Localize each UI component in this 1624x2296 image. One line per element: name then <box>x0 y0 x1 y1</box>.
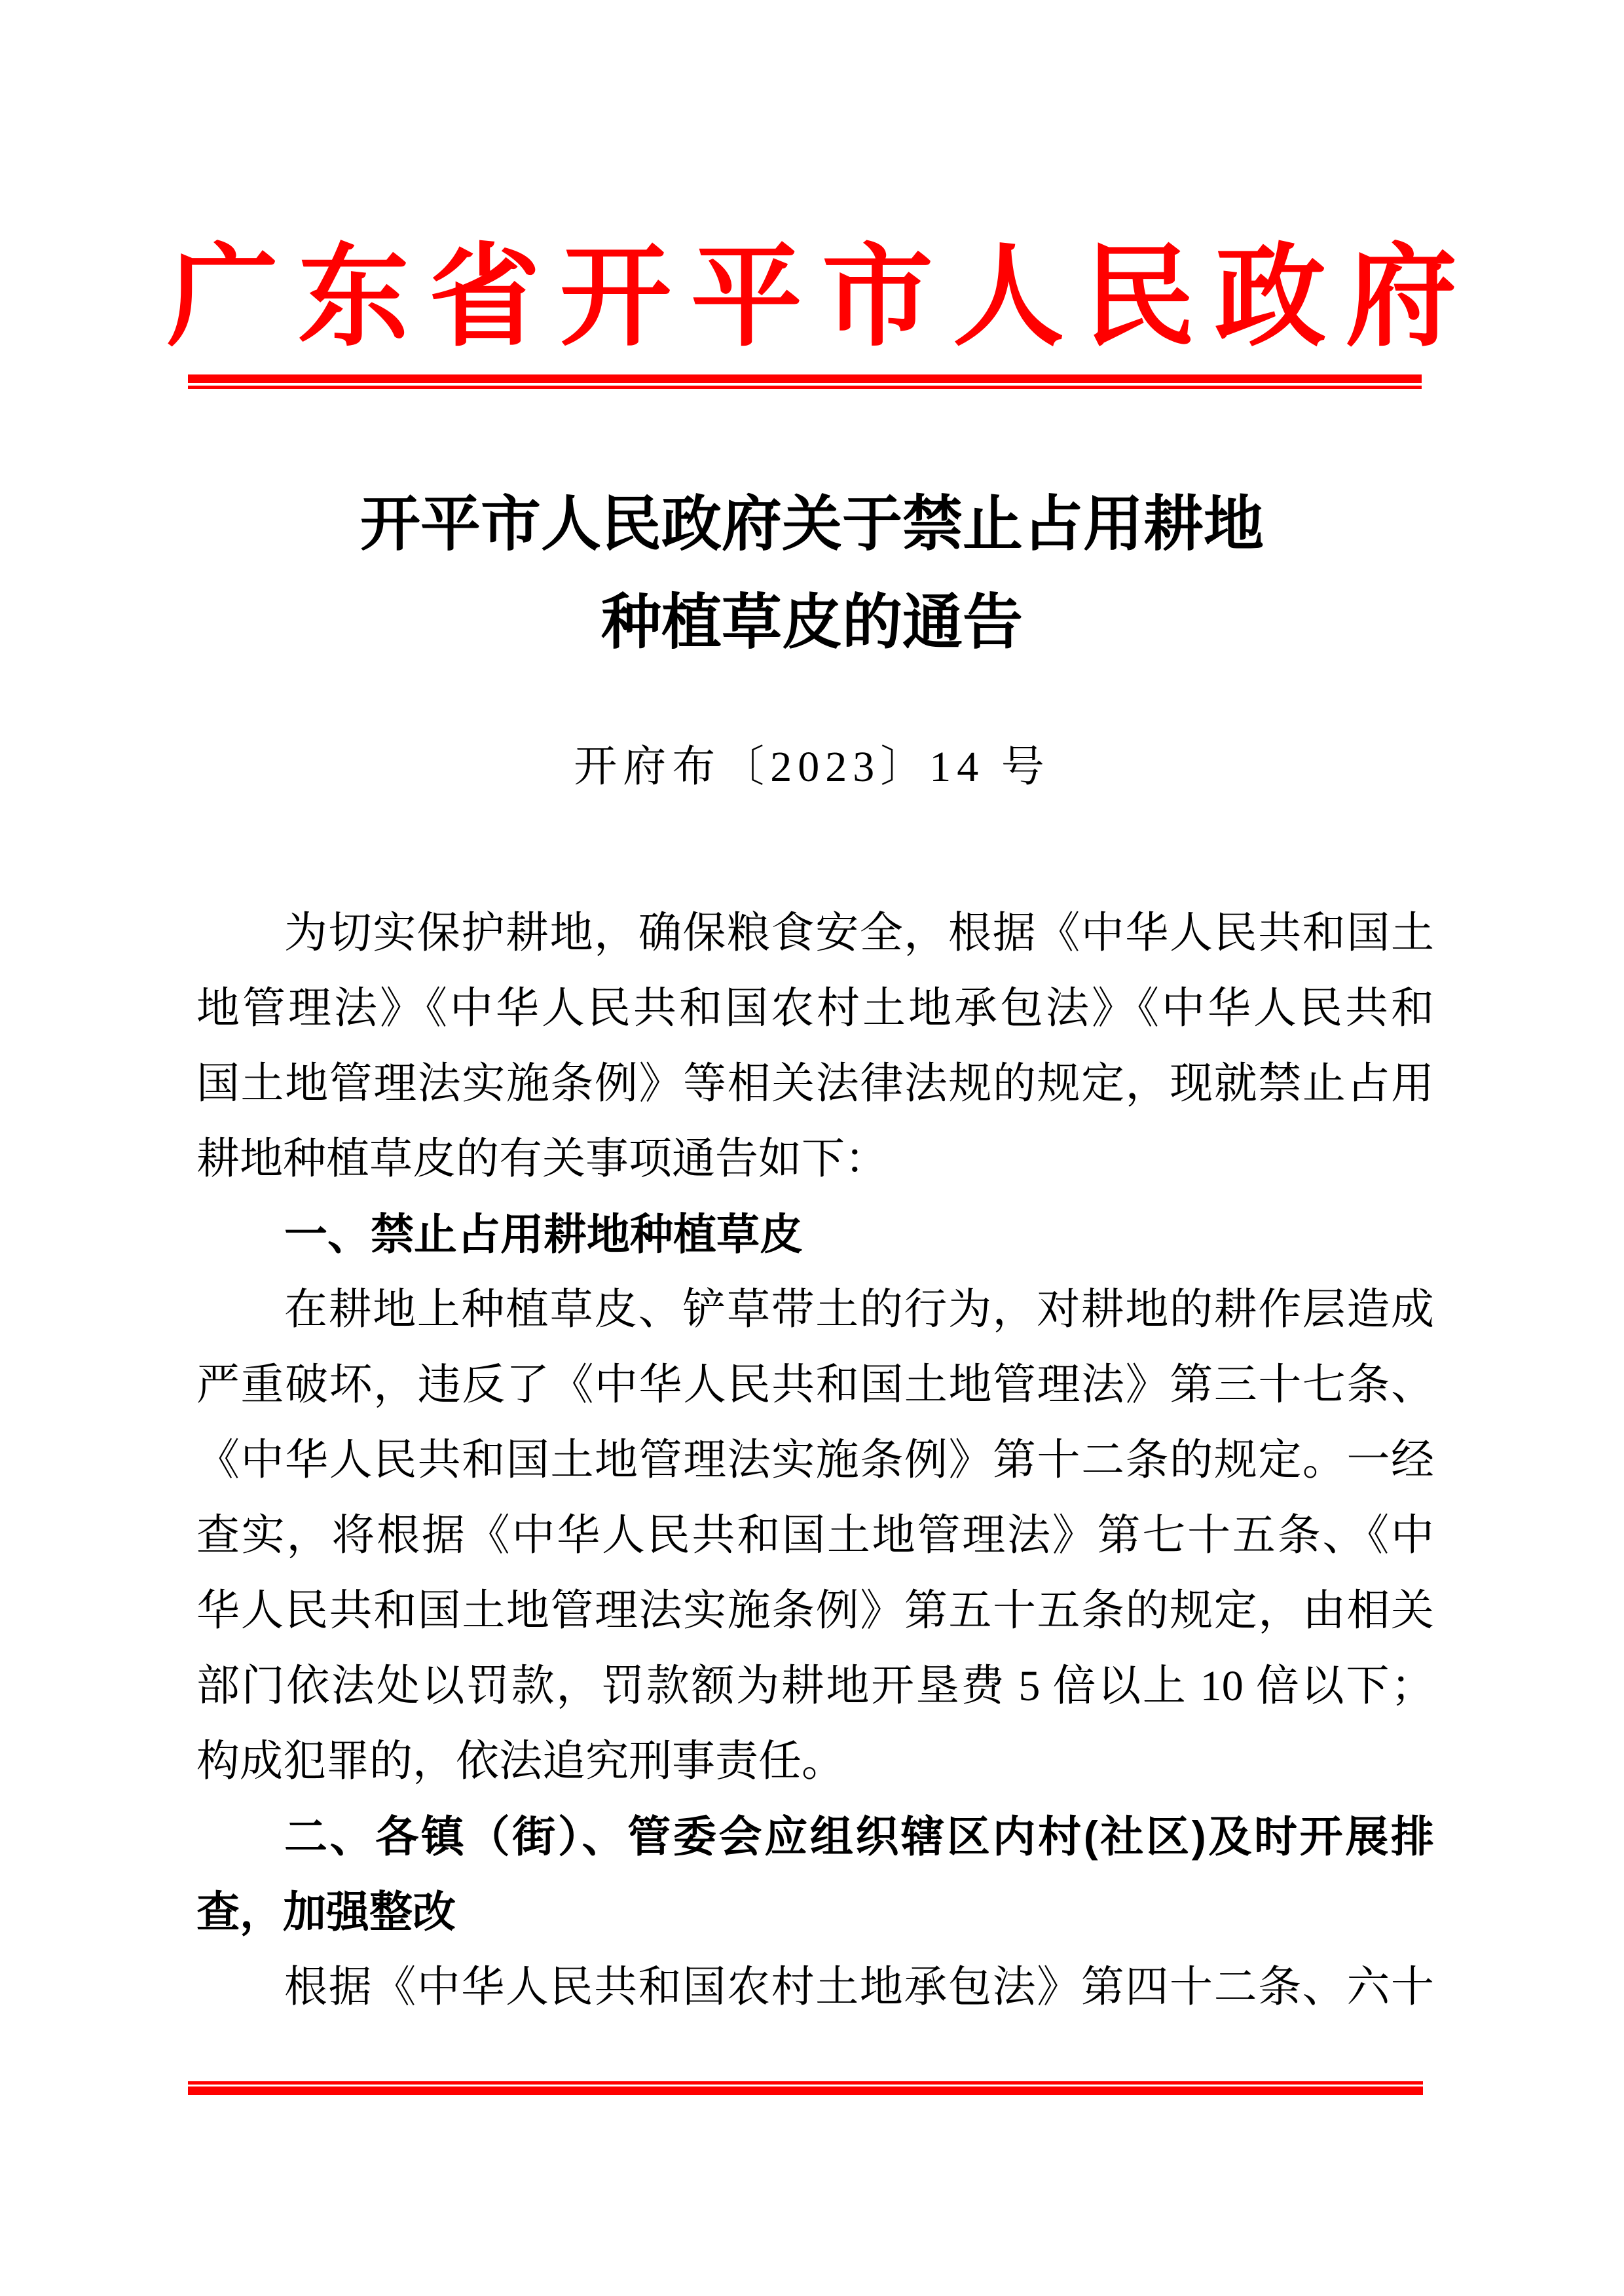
body-line: 部门依法处以罚款，罚款额为耕地开垦费 5 倍以上 10 倍以下； <box>196 1662 1434 1710</box>
document-title <box>0 475 1624 672</box>
body-line: 在耕地上种植草皮、铲草带土的行为，对耕地的耕作层造成 <box>284 1286 1434 1334</box>
body-line: 查实，将根据《中华人民共和国土地管理法》第七十五条、《中 <box>196 1512 1434 1559</box>
masthead-rule-thin <box>188 386 1422 389</box>
body-line: 一、禁止占用耕地种植草皮 <box>284 1210 803 1258</box>
body-line: 查，加强整改 <box>196 1887 456 1936</box>
footer-rule-thin <box>188 2081 1423 2085</box>
document-title-line2: 种植草皮的通告 <box>600 589 1023 656</box>
doc-number: 开府布〔2023〕14 号 <box>574 743 1050 791</box>
body-line: 为切实保护耕地，确保粮食安全，根据《中华人民共和国土 <box>284 909 1434 957</box>
body-line: 地管理法》《中华人民共和国农村土地承包法》《中华人民共和 <box>196 985 1434 1032</box>
body-line: 二、各镇（街）、管委会应组织辖区内村(社区)及时开展排 <box>284 1812 1434 1861</box>
body-line: 国土地管理法实施条例》等相关法律法规的规定，现就禁止占用 <box>196 1060 1434 1108</box>
body-line: 严重破坏，违反了《中华人民共和国土地管理法》第三十七条、 <box>196 1361 1434 1409</box>
document-body <box>196 896 1434 2025</box>
body-line: 构成犯罪的，依法追究刑事责任。 <box>196 1738 845 1785</box>
body-line: 华人民共和国土地管理法实施条例》第五十五条的规定，由相关 <box>196 1587 1434 1635</box>
body-line: 根据《中华人民共和国农村土地承包法》第四十二条、六十 <box>284 1963 1434 2011</box>
footer-rule-thick <box>188 2086 1423 2095</box>
body-line: 《中华人民共和国土地管理法实施条例》第十二条的规定。一经 <box>196 1436 1434 1484</box>
masthead-agency-name: 广东省开平市人民政府 <box>166 236 1477 359</box>
masthead-rule-thick <box>188 374 1422 383</box>
document-title-line1: 开平市人民政府关于禁止占用耕地 <box>360 491 1264 558</box>
body-line: 耕地种植草皮的有关事项通告如下： <box>196 1135 888 1183</box>
